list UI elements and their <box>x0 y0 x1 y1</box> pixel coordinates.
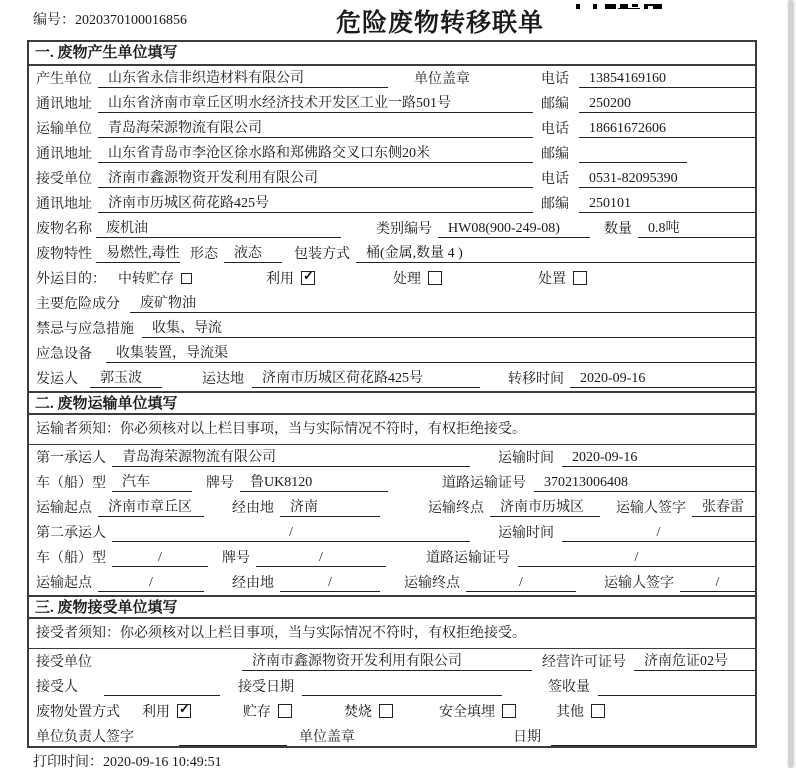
disposal-option-landfill-label: 安全填埋 <box>439 705 495 720</box>
disposal-incinerate-checkbox <box>379 704 393 718</box>
purpose-option-dispose-label: 处置 <box>538 272 566 287</box>
emergency-equipment-value: 收集装置，导流渠 <box>106 342 755 363</box>
hazard-component-row <box>29 291 755 316</box>
waste-name-label: 废物名称 <box>36 222 92 237</box>
waste-property-label: 废物特性 <box>36 247 92 262</box>
waste-property-row <box>29 241 755 266</box>
producer-address-value: 山东省济南市章丘区明水经济技术开发区工业一路501号 <box>98 92 533 113</box>
transporter-postcode-value <box>579 162 687 163</box>
qr-code-icon <box>576 4 662 9</box>
destination-label: 运达地 <box>202 372 244 387</box>
accept-row <box>29 674 755 699</box>
receiver-postcode-label: 邮编 <box>541 197 569 212</box>
unit-seal-label: 单位盖章 <box>414 72 470 87</box>
receiver-address-value: 济南市历城区荷花路425号 <box>98 192 533 213</box>
transporter-unit-label: 运输单位 <box>36 122 92 137</box>
route2-start-label: 运输起点 <box>36 576 92 591</box>
producer-address-label: 通讯地址 <box>36 97 92 112</box>
vehicle1-type-value: 汽车 <box>112 471 192 492</box>
print-time <box>33 751 222 771</box>
transporter-notice: 运输者须知：你必须核对以上栏目事项，当与实际情况不符时，有权拒绝接受。 <box>29 415 755 445</box>
responsible-sign-row <box>29 724 755 748</box>
accept-person-label: 接受人 <box>36 680 78 695</box>
route1-sign-label: 运输人签字 <box>616 501 686 516</box>
waste-qty-label: 数量 <box>604 222 632 237</box>
scrollbar-track[interactable] <box>787 0 796 768</box>
disposal-option-utilize <box>142 701 191 721</box>
dispatcher-label: 发运人 <box>36 372 78 387</box>
print-time-value: 2020-09-16 10:49:51 <box>103 755 222 770</box>
waste-category-value: HW08(900-249-08) <box>438 221 590 238</box>
packaging-label: 包装方式 <box>294 247 350 262</box>
carrier1-time-value: 2020-09-16 <box>562 450 755 467</box>
producer-unit-label: 产生单位 <box>36 72 92 87</box>
route1-via-label: 经由地 <box>232 501 274 516</box>
purpose-storage-checkbox <box>181 273 192 284</box>
route1-row <box>29 495 755 520</box>
vehicle2-row <box>29 545 755 570</box>
receive-unit-label: 接受单位 <box>36 655 92 670</box>
vehicle1-permit-label: 道路运输证号 <box>442 476 526 491</box>
disposal-landfill-checkbox <box>502 704 516 718</box>
hazard-component-value: 废矿物油 <box>130 292 755 313</box>
vehicle1-permit-value: 370213006408 <box>534 475 755 492</box>
route1-via-value: 济南 <box>280 496 380 517</box>
carrier2-row <box>29 520 755 545</box>
waste-category-label: 类别编号 <box>376 222 432 237</box>
route1-sign-value: 张春雷 <box>692 496 755 517</box>
carrier2-value: / <box>112 525 470 542</box>
vehicle2-plate-label: 牌号 <box>222 551 250 566</box>
accept-person-value <box>104 695 220 696</box>
waste-form-label: 形态 <box>190 247 218 262</box>
disposal-option-other <box>556 701 605 721</box>
page-title: 危险废物转移联单 <box>335 10 544 37</box>
receiver-postcode-value: 250101 <box>579 196 755 213</box>
waste-name-row <box>29 216 755 241</box>
transfer-purpose-label: 外运目的： <box>36 272 106 287</box>
route1-end-label: 运输终点 <box>428 501 484 516</box>
vehicle2-type-label: 车（船）型 <box>36 551 106 566</box>
dispatch-row <box>29 366 755 391</box>
receiver-unit-row <box>29 166 755 191</box>
route2-via-value: / <box>280 575 380 592</box>
waste-qty-value: 0.8吨 <box>638 217 755 238</box>
purpose-utilize-checkbox <box>301 271 315 285</box>
receive-unit-row <box>29 649 755 674</box>
purpose-option-treat <box>393 268 442 288</box>
section3-header: 三. 废物接受单位填写 <box>29 595 755 619</box>
disposal-option-utilize-label: 利用 <box>142 705 170 720</box>
disposal-option-incinerate <box>344 701 393 721</box>
carrier1-row <box>29 445 755 470</box>
license-value: 济南危证02号 <box>634 650 755 671</box>
transporter-address-label: 通讯地址 <box>36 147 92 162</box>
transfer-time-value: 2020-09-16 <box>570 371 755 388</box>
vehicle1-row <box>29 470 755 495</box>
route2-sign-value: / <box>680 575 755 592</box>
transfer-time-label: 转移时间 <box>508 372 564 387</box>
sign-date-value <box>551 745 755 746</box>
disposal-option-other-label: 其他 <box>556 705 584 720</box>
receiver-unit-value: 济南市鑫源物资开发利用有限公司 <box>98 167 533 188</box>
transfer-form <box>27 40 757 748</box>
disposal-option-storage-label: 贮存 <box>243 705 271 720</box>
vehicle2-permit-label: 道路运输证号 <box>426 551 510 566</box>
carrier2-label: 第二承运人 <box>36 526 106 541</box>
purpose-dispose-checkbox <box>573 271 587 285</box>
disposal-option-incinerate-label: 焚烧 <box>344 705 372 720</box>
vehicle1-type-label: 车（船）型 <box>36 476 106 491</box>
vehicle2-permit-value: / <box>518 550 755 567</box>
producer-postcode-label: 邮编 <box>541 97 569 112</box>
disposal-method-row <box>29 699 755 724</box>
signed-qty-label: 签收量 <box>548 680 590 695</box>
disposal-utilize-checkbox <box>177 704 191 718</box>
section1-header: 一. 废物产生单位填写 <box>29 42 755 66</box>
carrier2-time-value: / <box>562 525 755 542</box>
route2-end-label: 运输终点 <box>404 576 460 591</box>
producer-unit-value: 山东省永信非织造材料有限公司 <box>98 67 388 88</box>
vehicle2-plate-value: / <box>256 550 386 567</box>
disposal-method-label: 废物处置方式 <box>36 705 120 720</box>
dispatcher-value: 郭玉波 <box>90 367 162 388</box>
purpose-option-treat-label: 处理 <box>393 272 421 287</box>
route2-start-value: / <box>98 575 204 592</box>
producer-postcode-value: 250200 <box>579 96 755 113</box>
carrier1-value: 青岛海荣源物流有限公司 <box>112 446 470 467</box>
receiver-phone-value: 0531-82095390 <box>579 171 755 188</box>
transporter-postcode-label: 邮编 <box>541 147 569 162</box>
emergency-equipment-row <box>29 341 755 366</box>
disposal-option-storage <box>243 701 292 721</box>
producer-address-row <box>29 91 755 116</box>
waste-property-value: 易燃性,毒性 <box>96 242 180 263</box>
purpose-option-utilize-label: 利用 <box>266 272 294 287</box>
responsible-sign-value <box>179 745 287 746</box>
destination-value: 济南市历城区荷花路425号 <box>252 367 480 388</box>
transfer-purpose-row <box>29 266 755 291</box>
disposal-other-checkbox <box>591 704 605 718</box>
responsible-sign-label: 单位负责人签字 <box>36 730 134 745</box>
transporter-address-value: 山东省青岛市李沧区徐水路和郑佛路交叉口东侧20米 <box>98 142 533 163</box>
packaging-value: 桶(金属,数量 4 ) <box>356 242 755 263</box>
purpose-option-storage <box>118 268 192 288</box>
document-number-label: 编号： <box>33 13 75 28</box>
purpose-option-utilize <box>266 268 315 288</box>
taboo-measures-label: 禁忌与应急措施 <box>36 322 134 337</box>
accept-date-value <box>302 695 502 696</box>
route1-end-value: 济南市历城区 <box>490 496 600 517</box>
sign-date-label: 日期 <box>513 730 541 745</box>
receiver-address-label: 通讯地址 <box>36 197 92 212</box>
taboo-measures-row <box>29 316 755 341</box>
emergency-equipment-label: 应急设备 <box>36 347 92 362</box>
route2-row <box>29 570 755 595</box>
route2-via-label: 经由地 <box>232 576 274 591</box>
transporter-address-row <box>29 141 755 166</box>
print-time-label: 打印时间： <box>33 755 103 770</box>
receiver-phone-label: 电话 <box>541 172 569 187</box>
receiver-unit-label: 接受单位 <box>36 172 92 187</box>
purpose-option-dispose <box>538 268 587 288</box>
accept-date-label: 接受日期 <box>238 680 294 695</box>
vehicle1-plate-value: 鲁UK8120 <box>240 471 388 492</box>
qr-code-fragment <box>576 0 662 9</box>
waste-name-value: 废机油 <box>96 217 341 238</box>
transporter-phone-value: 18661672606 <box>579 121 755 138</box>
disposal-storage-checkbox <box>278 704 292 718</box>
vehicle1-plate-label: 牌号 <box>206 476 234 491</box>
section2-header: 二. 废物运输单位填写 <box>29 391 755 415</box>
route2-end-value: / <box>466 575 576 592</box>
hazard-component-label: 主要危险成分 <box>36 297 120 312</box>
route1-start-value: 济南市章丘区 <box>98 496 204 517</box>
disposal-option-landfill <box>439 701 516 721</box>
carrier1-time-label: 运输时间 <box>498 451 554 466</box>
carrier1-label: 第一承运人 <box>36 451 106 466</box>
transporter-unit-row <box>29 116 755 141</box>
scrollbar-thumb[interactable] <box>788 0 794 768</box>
receive-unit-value: 济南市鑫源物资开发利用有限公司 <box>242 650 532 671</box>
waste-form-value: 液态 <box>224 242 282 263</box>
receiver-notice: 接受者须知：你必须核对以上栏目事项，当与实际情况不符时，有权拒绝接受。 <box>29 619 755 649</box>
license-label: 经营许可证号 <box>542 655 626 670</box>
vehicle2-type-value: / <box>112 550 208 567</box>
route2-sign-label: 运输人签字 <box>604 576 674 591</box>
signed-qty-value <box>598 695 755 696</box>
producer-phone-value: 13854169160 <box>579 71 755 88</box>
purpose-option-storage-label: 中转贮存 <box>118 272 174 287</box>
purpose-treat-checkbox <box>428 271 442 285</box>
taboo-measures-value: 收集、导流 <box>142 317 755 338</box>
transporter-phone-label: 电话 <box>541 122 569 137</box>
document-number-value: 2020370100016856 <box>75 13 187 28</box>
carrier2-time-label: 运输时间 <box>498 526 554 541</box>
receiver-address-row <box>29 191 755 216</box>
unit-seal2-label: 单位盖章 <box>299 730 355 745</box>
route1-start-label: 运输起点 <box>36 501 92 516</box>
producer-unit-row <box>29 66 755 91</box>
producer-phone-label: 电话 <box>541 72 569 87</box>
transporter-unit-value: 青岛海荣源物流有限公司 <box>98 117 533 138</box>
